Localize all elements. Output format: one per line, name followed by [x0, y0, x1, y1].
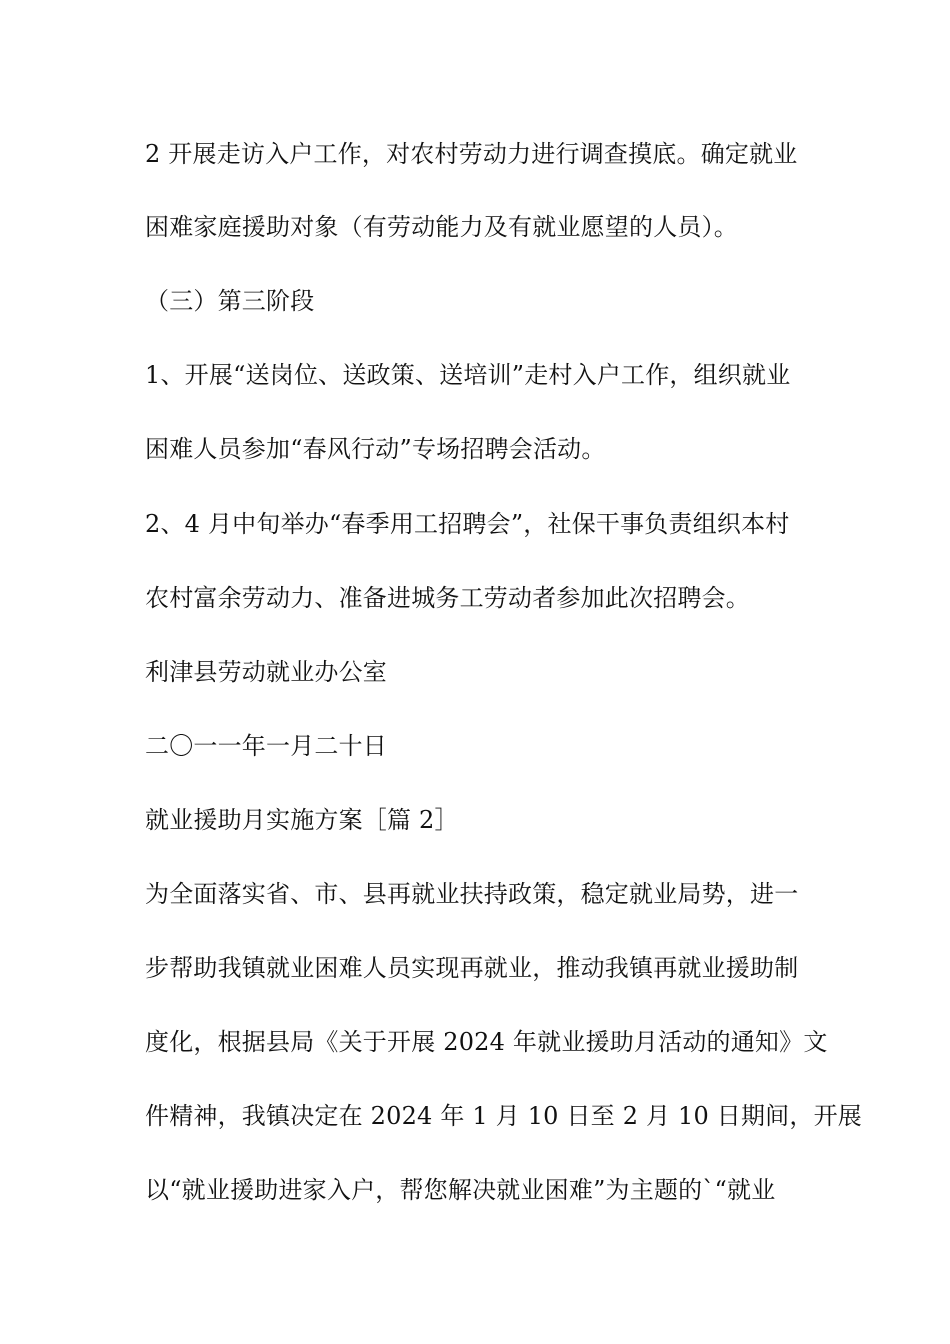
- paragraph-line: 困难人员参加“春风行动”专场招聘会活动。: [145, 435, 606, 463]
- paragraph-line: 度化，根据县局《关于开展 2024 年就业援助月活动的通知》文: [145, 1028, 828, 1056]
- paragraph-line: 2、4 月中旬举办“春季用工招聘会”，社保干事负责组织本村: [145, 510, 790, 538]
- section-heading: （三）第三阶段: [145, 287, 315, 315]
- paragraph-line: 2 开展走访入户工作，对农村劳动力进行调查摸底。确定就业: [145, 140, 798, 168]
- paragraph-line: 为全面落实省、市、县再就业扶持政策，稳定就业局势，进一: [145, 880, 799, 908]
- document-title: 就业援助月实施方案［篇 2］: [145, 806, 459, 834]
- paragraph-line: 1、开展“送岗位、送政策、送培训”走村入户工作，组织就业: [145, 361, 791, 389]
- paragraph-line: 农村富余劳动力、准备进城务工劳动者参加此次招聘会。: [145, 584, 750, 612]
- issuer-name: 利津县劳动就业办公室: [145, 658, 387, 686]
- paragraph-line: 以“就业援助进家入户，帮您解决就业困难”为主题的`“就业: [145, 1176, 776, 1204]
- issue-date: 二〇一一年一月二十日: [145, 732, 387, 760]
- paragraph-line: 困难家庭援助对象（有劳动能力及有就业愿望的人员）。: [145, 213, 738, 241]
- paragraph-line: 件精神，我镇决定在 2024 年 1 月 10 日至 2 月 10 日期间，开展: [145, 1102, 862, 1130]
- paragraph-line: 步帮助我镇就业困难人员实现再就业，推动我镇再就业援助制: [145, 954, 799, 982]
